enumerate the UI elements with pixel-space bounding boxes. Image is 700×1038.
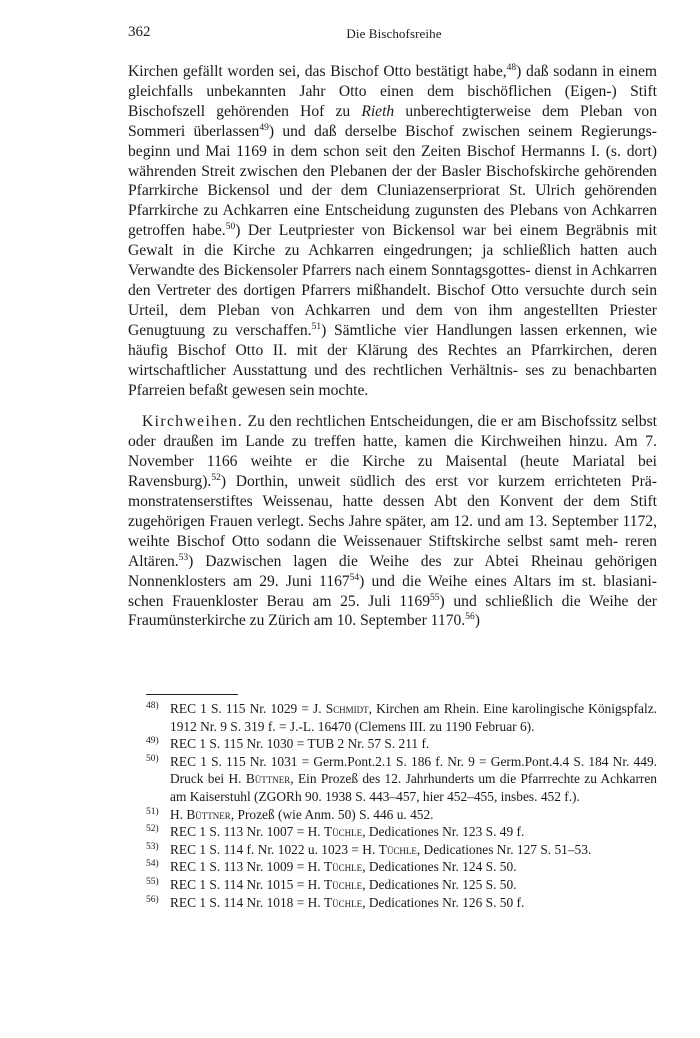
note-ref[interactable]: 52 (211, 473, 221, 484)
footnote-51: 51) H. Büttner, Prozeß (wie Anm. 50) S. 446 u. 452. (146, 806, 434, 822)
author-name: Tüchle (324, 824, 363, 840)
paragraph-2: Kirchweihen. Zu den rechtlichen Entscheidungen, die er am Bischofssitz selbst oder draußen im Lande zu treffen hatte, kamen die Kirchweihen hinzu. Am 7. November 1166 weihte er die Kirche zu Maisental (heute Mariatal bei Ravensburg).$^{52}$) Dorthin, unweit südlich des erst vor kurzem errichteten Prä- monstratenserstiftes Weissenau, hatte dessen Abt den Konvent der dem Stift zugehörigen Frauen verlegt. Sechs Jahre später, am 12. und am 13. September 1172, weihte Bischof Otto sodann die Weissenauer Stiftskirche selbst samt meh- reren Altären.$^{53}$) Dazwischen lagen die Weihe des zur Abtei Rheinau gehörigen Nonnenklosters am 29. Juni 1167$^{54}$) und die Weihe eines Altars im st. blasiani- schen Frauenkloster Berau am 25. Juli 1169$^{55}$) und schließlich die Weihe der Fraumünsterkirche zu Zürich am 10. September 1170.56) (128, 413, 658, 630)
footnote-number: 56) (146, 894, 159, 905)
note-ref[interactable]: 53 (178, 552, 189, 563)
main-text (128, 62, 657, 631)
footnote-divider (146, 694, 238, 695)
footnote-number: 54) (146, 859, 159, 870)
author-name: Tüchle (324, 876, 363, 892)
note-ref[interactable]: 55 (430, 592, 440, 603)
place-name-italic: Rieth (361, 102, 395, 120)
footnote-48: 48) REC 1 S. 115 Nr. 1029 = J. Schmidt, Kirchen am Rhein. Eine karolingische Königspfalz. 1912 Nr. 9 S. 319 f. = J.-L. 16470 (Clemens III. zu 1190 Februar 6). (146, 701, 657, 734)
footnote-number: 49) (146, 736, 159, 747)
note-ref[interactable]: 48 (506, 63, 517, 73)
page-header (128, 24, 660, 44)
footnote-number: 51) (146, 806, 159, 817)
author-name: Tüchle (324, 894, 363, 910)
footnotes (146, 700, 657, 911)
footnote-55: 55) REC 1 S. 114 Nr. 1015 = H. Tüchle, Dedicationes Nr. 125 S. 50. (146, 876, 517, 892)
note-ref[interactable]: 56 (465, 612, 475, 623)
note-ref[interactable]: 51 (311, 321, 322, 332)
page-number: 362 (128, 24, 151, 40)
footnote-number: 55) (146, 876, 159, 887)
footnote-50: 50) REC 1 S. 115 Nr. 1031 = Germ.Pont.2.1 S. 186 f. Nr. 9 = Germ.Pont.4.4 S. 184 Nr. 449. Druck bei H. Büttner, Ein Prozeß des 12. Jahrhunderts um die Pfarrrechte zu Achkarren am Kaiserstuhl (ZGORh 90. 1938 S. 443–457, hier 452–455, insbes. 452 f.). (146, 753, 658, 804)
footnote-number: 48) (146, 701, 159, 711)
footnote-number: 50) (146, 753, 159, 764)
footnote-56: 56) REC 1 S. 114 Nr. 1018 = H. Tüchle, Dedicationes Nr. 126 S. 50 f. (146, 894, 525, 910)
footnote-49: 49) REC 1 S. 115 Nr. 1030 = TUB 2 Nr. 57 S. 211 f. (146, 736, 430, 752)
paragraph-1: Kirchen gefällt worden sei, das Bischof Otto bestätigt habe,$^{48}$) daß sodann in einem gleichfalls unbekannten Jahr Otto einen dem bischöflichen (Eigen-) Stift Bischofszell gehörenden Hof zu Rieth unberechtigterweise dem Pleban von Sommeri überlassen$^{49}$) und daß derselbe Bischof zwischen seinem Regierungs- beginn und Mai 1169 in dem schon seit den Zeiten Bischof Hermanns I. (s. dort) währenden Streit zwischen den Plebanen der der Basler Bischofskirche gehörenden Pfarrkirche Bickensol und der dem Cluniazenserpriorat St. Ulrich gehörenden Pfarrkirche zu Achkarren eine Entscheidung zugunsten des Plebans von Achkarren getroffen habe.$^{50}$) Der Leutpriester von Bickensol war bei einem Begräbnis mit Gewalt in die Kirche zu Achkarren eingedrungen; ja schließlich hatten auch Verwandte des Bickensoler Pfarrers nach einem Sonntagsgottes- dienst in Achkarren den Vertreter des dortigen Pfarrers mißhandelt. Bischof Otto versuchte durch sein Urteil, dem Pleban von Achkarren und dem von ihm angestellten Priester Genugtuung zu verschaffen.$^{51}$) Sämtliche vier Handlungen lassen erkennen, wie häufig Bischof Otto II. mit der Klärung des Rechtes an Pfarrkirchen, deren wirtschaftlicher Ausstattung und des rechtlichen Verhältnis- ses zu benachbarten Pfarreien befaßt gewesen sein mochte. (128, 63, 657, 399)
author-name: Tüchle (324, 859, 363, 875)
note-ref[interactable]: 49 (259, 122, 269, 133)
running-head: Die Bischofsreihe (346, 26, 442, 41)
author-name: Büttner (245, 771, 291, 787)
section-lead: Kirchweihen. (142, 413, 244, 431)
footnote-number: 53) (146, 841, 159, 852)
footnote-52: 52) REC 1 S. 113 Nr. 1007 = H. Tüchle, Dedicationes Nr. 123 S. 49 f. (146, 824, 525, 840)
footnote-54: 54) REC 1 S. 113 Nr. 1009 = H. Tüchle, Dedicationes Nr. 124 S. 50. (146, 859, 517, 875)
footnote-number: 52) (146, 824, 159, 835)
footnote-53: 53) REC 1 S. 114 f. Nr. 1022 u. 1023 = H. Tüchle, Dedicationes Nr. 127 S. 51–53. (146, 841, 592, 857)
note-ref[interactable]: 54 (349, 572, 360, 583)
author-name: Schmidt (325, 701, 369, 716)
note-ref[interactable]: 50 (225, 222, 236, 233)
author-name: Büttner (186, 806, 231, 822)
author-name: Tüchle (378, 841, 417, 857)
